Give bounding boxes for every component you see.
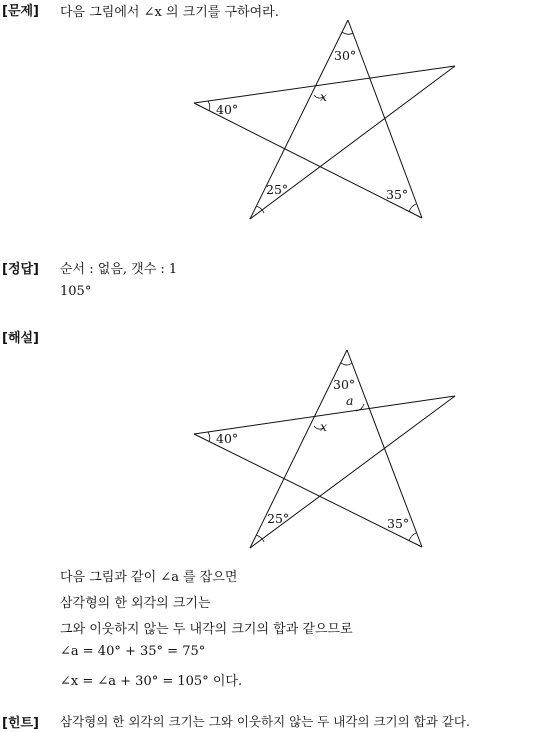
solution-line-3: 그와 이웃하지 않는 두 내각의 크기의 합과 같으므로 xyxy=(60,622,353,637)
hint-tag: [힌트] xyxy=(2,716,39,731)
hint-text: 삼각형의 한 외각의 크기는 그와 이웃하지 않는 두 내각의 크기의 합과 같다. xyxy=(60,714,470,729)
star-lines xyxy=(194,20,455,219)
angle-label-x: x xyxy=(320,419,328,434)
star-lines xyxy=(194,350,455,548)
star-figure-problem xyxy=(0,0,559,230)
solution-line-2: 삼각형의 한 외각의 크기는 xyxy=(60,596,211,611)
angle-label-bottom-left: 25° xyxy=(267,511,290,526)
angle-arcs xyxy=(208,32,416,213)
angle-label-top: 30° xyxy=(333,377,356,392)
solution-line-4: ∠a = 40° + 35° = 75° xyxy=(60,644,206,659)
line-top-bottomright xyxy=(348,20,422,218)
answer-value: 105° xyxy=(60,284,92,299)
answer-meta: 순서 : 없음, 갯수 : 1 xyxy=(60,262,178,277)
solution-line-5: ∠x = ∠a + 30° = 105° 이다. xyxy=(60,674,243,689)
angle-label-x: x xyxy=(320,89,328,104)
angle-arcs xyxy=(208,363,416,542)
angle-label-bottom-right: 35° xyxy=(387,516,410,531)
angle-label-bottom-right: 35° xyxy=(386,187,409,202)
angle-label-a: a xyxy=(346,393,354,408)
angle-label-left: 40° xyxy=(216,431,239,446)
answer-tag: [정답] xyxy=(2,262,39,277)
problem-tag: [문제] xyxy=(2,4,39,19)
solution-line-1: 다음 그림과 같이 ∠a 를 잡으면 xyxy=(60,570,238,585)
problem-text: 다음 그림에서 ∠x 의 크기를 구하여라. xyxy=(60,5,279,20)
star-figure-solution xyxy=(0,330,559,560)
angle-label-top: 30° xyxy=(334,48,357,63)
angle-label-left: 40° xyxy=(216,102,239,117)
angle-label-bottom-left: 25° xyxy=(266,182,289,197)
solution-tag: [해설] xyxy=(2,331,39,346)
